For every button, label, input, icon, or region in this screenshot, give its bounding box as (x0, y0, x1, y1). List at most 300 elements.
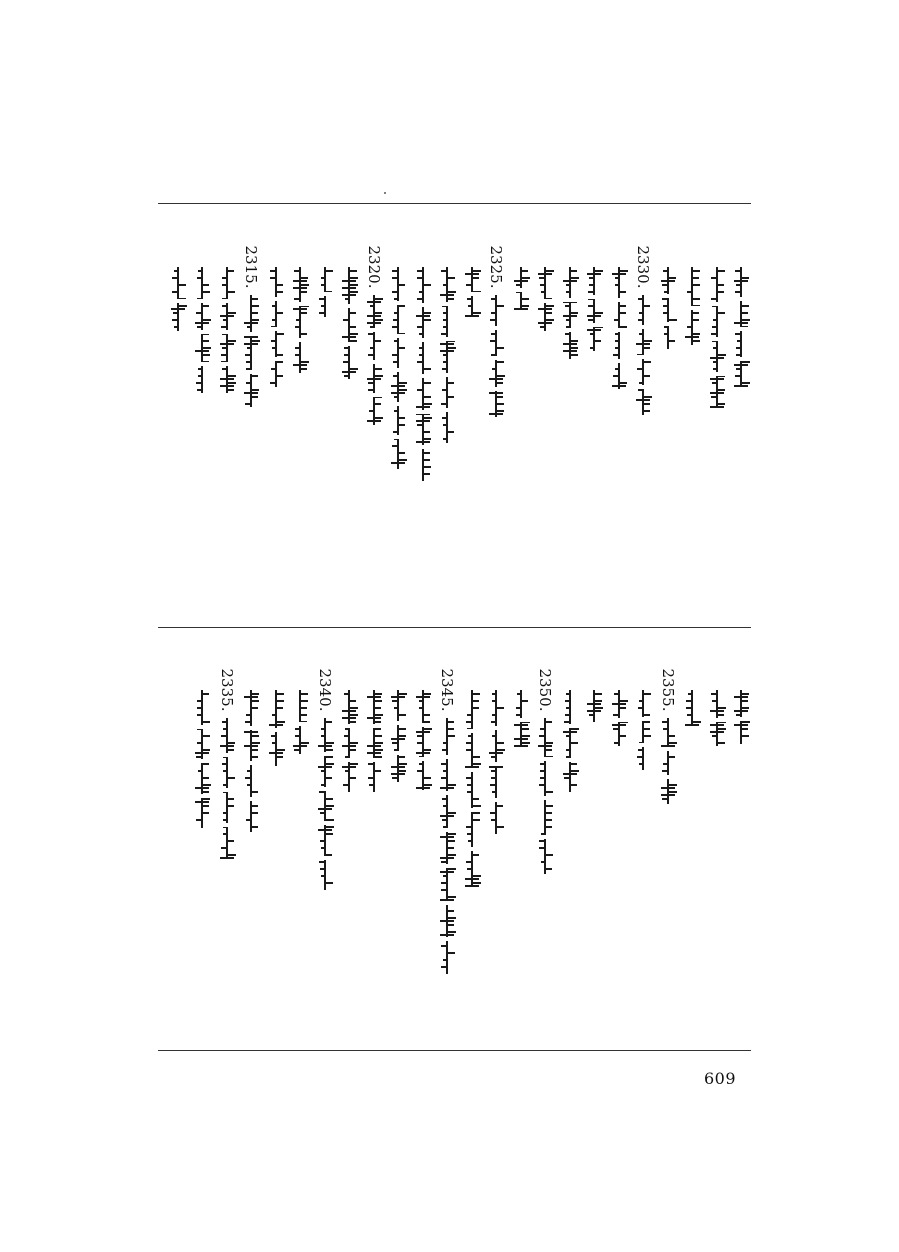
word-gap (365, 393, 383, 397)
verse-number (242, 245, 260, 289)
glyph-stroke (321, 735, 324, 737)
glyph-stroke (448, 431, 454, 433)
scan-speck (384, 192, 386, 194)
glyph-stroke (710, 392, 724, 394)
glyph-stroke (391, 773, 405, 775)
script-line (169, 267, 187, 331)
glyph-stroke (497, 707, 504, 709)
glyph-stroke (490, 340, 495, 342)
glyph-stroke (203, 305, 209, 307)
glyph-stroke (442, 417, 446, 419)
glyph-stroke (424, 466, 431, 468)
word-gap (536, 835, 554, 839)
glyph-stroke (468, 735, 471, 737)
glyph-stroke (221, 847, 226, 849)
glyph-stroke (399, 452, 405, 454)
glyph-stroke (391, 766, 405, 768)
glyph-stroke (419, 347, 422, 349)
glyph-stroke (228, 312, 236, 314)
glyph-stroke (270, 382, 275, 384)
glyph-stroke (687, 326, 691, 328)
glyph-stroke (277, 721, 285, 723)
glyph-stroke (375, 403, 381, 405)
glyph-stroke (571, 347, 578, 349)
word-gap (193, 725, 211, 729)
glyph-stroke (442, 389, 446, 391)
glyph-stroke (375, 319, 383, 321)
glyph-stroke (441, 763, 446, 765)
glyph-stroke (644, 375, 650, 377)
word-gap (267, 327, 285, 331)
word-gap (561, 328, 579, 332)
glyph-stroke (375, 749, 383, 751)
glyph-stroke (419, 763, 422, 765)
word-gap (659, 294, 677, 298)
glyph-stroke (514, 745, 528, 747)
glyph-stroke (198, 770, 201, 772)
glyph-stroke (172, 319, 177, 321)
word-gap (365, 724, 383, 728)
glyph-stroke (620, 735, 626, 737)
glyph-stroke (620, 291, 626, 293)
glyph-stroke (301, 707, 307, 709)
glyph-stroke (244, 343, 258, 345)
glyph-stroke (718, 312, 725, 314)
glyph-stroke (321, 284, 324, 286)
glyph-stroke (326, 721, 332, 723)
glyph-stroke (595, 707, 603, 709)
glyph-stroke (342, 280, 356, 282)
glyph-stroke (712, 700, 716, 702)
word-gap (438, 901, 456, 905)
script-line (536, 718, 554, 874)
script-line (389, 690, 407, 782)
glyph-stroke (546, 749, 552, 751)
glyph-stroke (563, 280, 577, 282)
glyph-stroke (546, 868, 552, 870)
glyph-stroke (319, 861, 324, 863)
glyph-stroke (644, 728, 650, 730)
glyph-stroke (252, 693, 259, 695)
word-gap (414, 757, 432, 761)
glyph-stroke (595, 312, 603, 314)
glyph-stroke (367, 752, 381, 754)
glyph-stroke (399, 305, 405, 307)
glyph-stroke (277, 361, 283, 363)
glyph-stroke (590, 347, 593, 349)
glyph-stroke (685, 336, 699, 338)
glyph-stroke (270, 277, 275, 279)
glyph-stroke (441, 270, 446, 272)
glyph-stroke (710, 378, 724, 380)
glyph-stroke (197, 707, 201, 709)
glyph-stroke (195, 787, 209, 789)
glyph-stroke (417, 742, 422, 744)
word-gap (634, 385, 652, 389)
script-line (291, 690, 309, 754)
glyph-stroke (718, 354, 726, 356)
glyph-stroke (220, 343, 234, 345)
word-gap (438, 864, 456, 868)
glyph-stroke (492, 714, 495, 716)
glyph-stroke (448, 277, 455, 279)
glyph-stroke (589, 714, 593, 716)
glyph-stroke (393, 361, 397, 363)
glyph-stroke (252, 305, 259, 307)
glyph-stroke (742, 277, 749, 279)
glyph-stroke (546, 812, 552, 814)
glyph-stroke (295, 735, 299, 737)
glyph-stroke (172, 291, 177, 293)
glyph-stroke (539, 784, 544, 786)
glyph-stroke (228, 798, 234, 800)
glyph-stroke (221, 354, 226, 356)
glyph-stroke (277, 291, 283, 293)
glyph-stroke (228, 291, 235, 293)
glyph-stroke (424, 417, 432, 419)
glyph-stroke (392, 326, 397, 328)
glyph-stroke (399, 347, 405, 349)
glyph-stroke (473, 277, 479, 279)
glyph-stroke (566, 291, 569, 293)
script-line (487, 295, 505, 417)
word-gap (316, 292, 334, 296)
glyph-stroke (595, 700, 602, 702)
glyph-stroke (203, 291, 210, 293)
glyph-stroke (441, 882, 446, 884)
glyph-stroke (491, 819, 495, 821)
script-line (218, 718, 236, 858)
glyph-stroke (417, 298, 422, 300)
glyph-stroke (644, 396, 652, 398)
glyph-stroke (203, 284, 209, 286)
glyph-stroke (669, 784, 677, 786)
glyph-stroke (220, 315, 234, 317)
glyph-stroke (489, 392, 503, 394)
glyph-stroke (293, 287, 307, 289)
glyph-stroke (326, 742, 334, 744)
glyph-stroke (375, 312, 382, 314)
glyph-stroke (350, 721, 356, 723)
glyph-stroke (223, 819, 226, 821)
word-gap (487, 726, 505, 730)
glyph-stroke (571, 340, 578, 342)
word-gap (340, 342, 358, 346)
glyph-stroke (416, 731, 430, 733)
glyph-stroke (350, 368, 358, 370)
glyph-stroke (742, 721, 750, 723)
glyph-stroke (344, 735, 348, 737)
glyph-stroke (443, 959, 446, 961)
glyph-stroke (252, 756, 258, 758)
script-line (365, 295, 383, 425)
glyph-stroke (399, 763, 407, 765)
glyph-stroke (522, 270, 528, 272)
glyph-stroke (538, 322, 552, 324)
glyph-stroke (244, 745, 258, 747)
glyph-stroke (326, 763, 334, 765)
glyph-stroke (196, 756, 201, 758)
word-gap (193, 299, 211, 303)
glyph-stroke (220, 378, 234, 380)
glyph-stroke (448, 291, 456, 293)
glyph-stroke (644, 410, 650, 412)
glyph-stroke (416, 787, 430, 789)
glyph-stroke (448, 847, 454, 849)
script-line (659, 267, 677, 349)
glyph-stroke (319, 312, 324, 314)
glyph-stroke (342, 766, 356, 768)
glyph-stroke (320, 840, 324, 842)
glyph-stroke (424, 431, 430, 433)
glyph-stroke (301, 714, 307, 716)
glyph-stroke (203, 805, 209, 807)
glyph-stroke (424, 459, 430, 461)
script-line (732, 690, 750, 744)
glyph-stroke (301, 333, 307, 335)
glyph-stroke (293, 745, 307, 747)
glyph-stroke (662, 284, 667, 286)
verse-number (218, 668, 236, 712)
script-spine (299, 267, 301, 373)
glyph-stroke (424, 312, 431, 314)
glyph-stroke (491, 298, 495, 300)
glyph-stroke (686, 700, 691, 702)
glyph-stroke (375, 417, 383, 419)
glyph-stroke (468, 840, 471, 842)
glyph-stroke (367, 717, 381, 719)
word-gap (634, 325, 652, 329)
word-gap (340, 304, 358, 308)
glyph-stroke (710, 357, 724, 359)
glyph-stroke (442, 798, 446, 800)
glyph-stroke (718, 291, 724, 293)
glyph-stroke (173, 312, 177, 314)
glyph-stroke (571, 763, 577, 765)
glyph-stroke (252, 791, 258, 793)
script-line (683, 690, 701, 726)
glyph-stroke (595, 340, 601, 342)
glyph-stroke (350, 270, 357, 272)
glyph-stroke (564, 721, 569, 723)
glyph-stroke (710, 710, 724, 712)
glyph-stroke (448, 382, 454, 384)
glyph-stroke (344, 375, 348, 377)
glyph-stroke (565, 305, 569, 307)
word-gap (340, 724, 358, 728)
glyph-stroke (540, 284, 544, 286)
glyph-stroke (588, 291, 593, 293)
script-line (463, 690, 481, 886)
word-gap (242, 761, 260, 765)
glyph-stroke (318, 745, 332, 747)
glyph-stroke (589, 277, 593, 279)
script-line (585, 690, 603, 722)
glyph-stroke (664, 291, 667, 293)
glyph-stroke (171, 308, 185, 310)
glyph-stroke (613, 714, 618, 716)
glyph-stroke (375, 368, 382, 370)
glyph-stroke (277, 284, 283, 286)
glyph-stroke (391, 738, 405, 740)
glyph-stroke (742, 700, 748, 702)
glyph-stroke (443, 319, 446, 321)
word-gap (561, 758, 579, 762)
glyph-stroke (343, 319, 348, 321)
glyph-stroke (399, 284, 405, 286)
glyph-stroke (350, 707, 358, 709)
glyph-stroke (417, 361, 422, 363)
script-line (659, 718, 677, 804)
glyph-stroke (497, 305, 504, 307)
word-gap (561, 724, 579, 728)
glyph-stroke (712, 382, 716, 384)
glyph-stroke (712, 326, 716, 328)
glyph-stroke (399, 424, 405, 426)
glyph-stroke (375, 735, 382, 737)
glyph-stroke (540, 777, 544, 779)
glyph-stroke (269, 724, 283, 726)
glyph-stroke (710, 724, 724, 726)
glyph-stroke (466, 742, 471, 744)
glyph-stroke (522, 700, 528, 702)
glyph-stroke (539, 847, 544, 849)
glyph-stroke (448, 721, 454, 723)
glyph-stroke (564, 777, 569, 779)
word-gap (487, 762, 505, 766)
glyph-stroke (663, 312, 667, 314)
glyph-stroke (350, 333, 358, 335)
word-gap (340, 758, 358, 762)
word-gap (708, 337, 726, 341)
word-gap (732, 357, 750, 361)
word-gap (610, 298, 628, 302)
script-line (316, 267, 334, 317)
glyph-stroke (441, 966, 446, 968)
glyph-stroke (742, 361, 750, 363)
glyph-stroke (417, 326, 422, 328)
glyph-stroke (620, 382, 627, 384)
verse-number (659, 668, 677, 712)
glyph-stroke (375, 693, 382, 695)
bottom-rule (158, 1050, 751, 1051)
word-gap (414, 445, 432, 449)
glyph-stroke (277, 375, 283, 377)
glyph-stroke (244, 696, 258, 698)
script-line (634, 690, 652, 770)
glyph-stroke (342, 371, 356, 373)
word-gap (389, 301, 407, 305)
glyph-stroke (638, 707, 642, 709)
glyph-stroke (228, 340, 236, 342)
word-gap (610, 359, 628, 363)
glyph-stroke (490, 319, 495, 321)
glyph-stroke (417, 277, 422, 279)
glyph-stroke (711, 298, 716, 300)
glyph-stroke (399, 770, 406, 772)
glyph-stroke (546, 819, 552, 821)
glyph-stroke (662, 721, 667, 723)
word-gap (218, 823, 236, 827)
word-gap (414, 374, 432, 378)
word-gap (291, 338, 309, 342)
glyph-stroke (247, 326, 250, 328)
script-line (267, 690, 285, 766)
glyph-stroke (718, 270, 725, 272)
glyph-stroke (718, 707, 726, 709)
glyph-stroke (615, 333, 618, 335)
lower-text-block (160, 668, 750, 998)
glyph-stroke (467, 833, 471, 835)
glyph-stroke (563, 731, 577, 733)
glyph-stroke (742, 382, 750, 384)
glyph-stroke (687, 714, 691, 716)
glyph-stroke (228, 375, 236, 377)
glyph-stroke (565, 333, 569, 335)
glyph-stroke (370, 347, 373, 349)
glyph-stroke (522, 728, 529, 730)
word-gap (169, 299, 187, 303)
glyph-stroke (615, 368, 618, 370)
glyph-stroke (441, 403, 446, 405)
glyph-stroke (367, 301, 381, 303)
glyph-stroke (419, 291, 422, 293)
glyph-stroke (490, 812, 495, 814)
word-gap (438, 791, 456, 795)
glyph-stroke (350, 284, 358, 286)
glyph-stroke (443, 438, 446, 440)
glyph-stroke (473, 819, 480, 821)
glyph-stroke (497, 403, 504, 405)
glyph-stroke (590, 333, 593, 335)
glyph-stroke (440, 857, 454, 859)
glyph-stroke (491, 777, 495, 779)
glyph-stroke (686, 707, 691, 709)
glyph-stroke (467, 791, 471, 793)
word-gap (193, 759, 211, 763)
glyph-stroke (228, 805, 234, 807)
glyph-stroke (693, 721, 701, 723)
glyph-stroke (644, 361, 651, 363)
glyph-stroke (375, 721, 381, 723)
glyph-stroke (223, 833, 226, 835)
glyph-stroke (735, 291, 740, 293)
glyph-stroke (271, 340, 275, 342)
glyph-stroke (639, 382, 642, 384)
glyph-stroke (350, 763, 358, 765)
glyph-stroke (197, 742, 201, 744)
glyph-stroke (541, 861, 544, 863)
glyph-stroke (270, 270, 275, 272)
glyph-stroke (319, 298, 324, 300)
glyph-stroke (368, 763, 373, 765)
glyph-stroke (514, 738, 528, 740)
glyph-stroke (342, 287, 356, 289)
glyph-stroke (392, 270, 397, 272)
word-gap (487, 798, 505, 802)
glyph-stroke (644, 340, 652, 342)
glyph-stroke (636, 399, 650, 401)
glyph-stroke (443, 805, 446, 807)
glyph-stroke (368, 777, 373, 779)
word-gap (463, 808, 481, 812)
word-gap (732, 327, 750, 331)
glyph-stroke (394, 340, 397, 342)
glyph-stroke (492, 368, 495, 370)
glyph-stroke (399, 459, 407, 461)
glyph-stroke (301, 284, 309, 286)
glyph-stroke (711, 277, 716, 279)
